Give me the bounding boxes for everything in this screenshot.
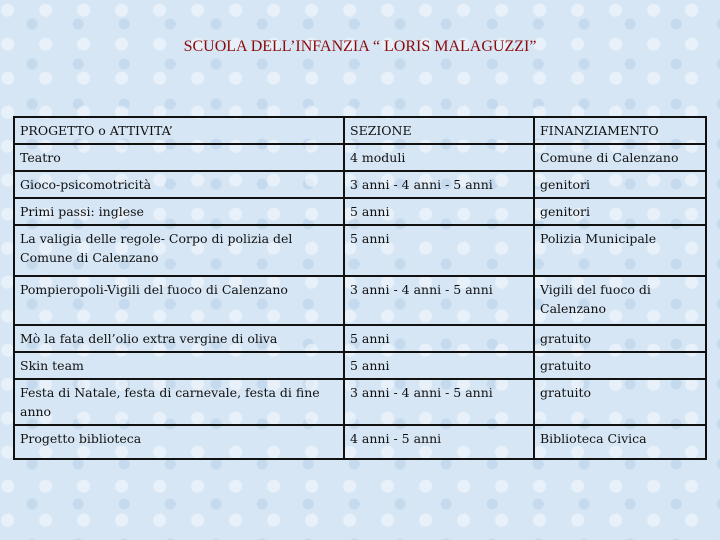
section-cell: 3 anni - 4 anni - 5 anni bbox=[344, 276, 534, 325]
section-cell: 5 anni bbox=[344, 198, 534, 225]
project-cell: Teatro bbox=[14, 144, 344, 171]
funding-cell: Biblioteca Civica bbox=[534, 425, 706, 459]
header-cell: SEZIONE bbox=[344, 117, 534, 144]
project-cell: Primi passi: inglese bbox=[14, 198, 344, 225]
table-row bbox=[14, 198, 706, 225]
project-cell: Progetto biblioteca bbox=[14, 425, 344, 459]
header-cell: PROGETTO o ATTIVITA’ bbox=[14, 117, 344, 144]
table-row bbox=[14, 325, 706, 352]
project-cell: La valigia delle regole- Corpo di polizia del Comune di Calenzano bbox=[14, 225, 344, 276]
project-cell: Pompieropoli-Vigili del fuoco di Calenzano bbox=[14, 276, 344, 325]
section-cell: 5 anni bbox=[344, 325, 534, 352]
section-cell: 4 anni - 5 anni bbox=[344, 425, 534, 459]
funding-cell: Vigili del fuoco di Calenzano bbox=[534, 276, 706, 325]
project-cell: Festa di Natale, festa di carnevale, festa di fine anno bbox=[14, 379, 344, 425]
projects-table bbox=[13, 116, 707, 460]
funding-cell: genitori bbox=[534, 198, 706, 225]
funding-cell: Polizia Municipale bbox=[534, 225, 706, 276]
section-cell: 3 anni - 4 anni - 5 anni bbox=[344, 379, 534, 425]
funding-cell: genitori bbox=[534, 171, 706, 198]
section-cell: 3 anni - 4 anni - 5 anni bbox=[344, 171, 534, 198]
table-row bbox=[14, 379, 706, 425]
project-cell: Skin team bbox=[14, 352, 344, 379]
funding-cell: gratuito bbox=[534, 352, 706, 379]
section-cell: 5 anni bbox=[344, 352, 534, 379]
page-title: SCUOLA DELL’INFANZIA “ LORIS MALAGUZZI” bbox=[183, 38, 537, 55]
project-cell: Gioco-psicomotricità bbox=[14, 171, 344, 198]
header-cell: FINANZIAMENTO bbox=[534, 117, 706, 144]
section-cell: 4 moduli bbox=[344, 144, 534, 171]
table-row bbox=[14, 352, 706, 379]
funding-cell: Comune di Calenzano bbox=[534, 144, 706, 171]
funding-cell: gratuito bbox=[534, 325, 706, 352]
project-cell: Mò la fata dell’olio extra vergine di oliva bbox=[14, 325, 344, 352]
table-row bbox=[14, 144, 706, 171]
table-row bbox=[14, 225, 706, 276]
table-header-row bbox=[14, 117, 706, 144]
table-row bbox=[14, 276, 706, 325]
section-cell: 5 anni bbox=[344, 225, 534, 276]
table-row bbox=[14, 171, 706, 198]
funding-cell: gratuito bbox=[534, 379, 706, 425]
table-row bbox=[14, 425, 706, 459]
